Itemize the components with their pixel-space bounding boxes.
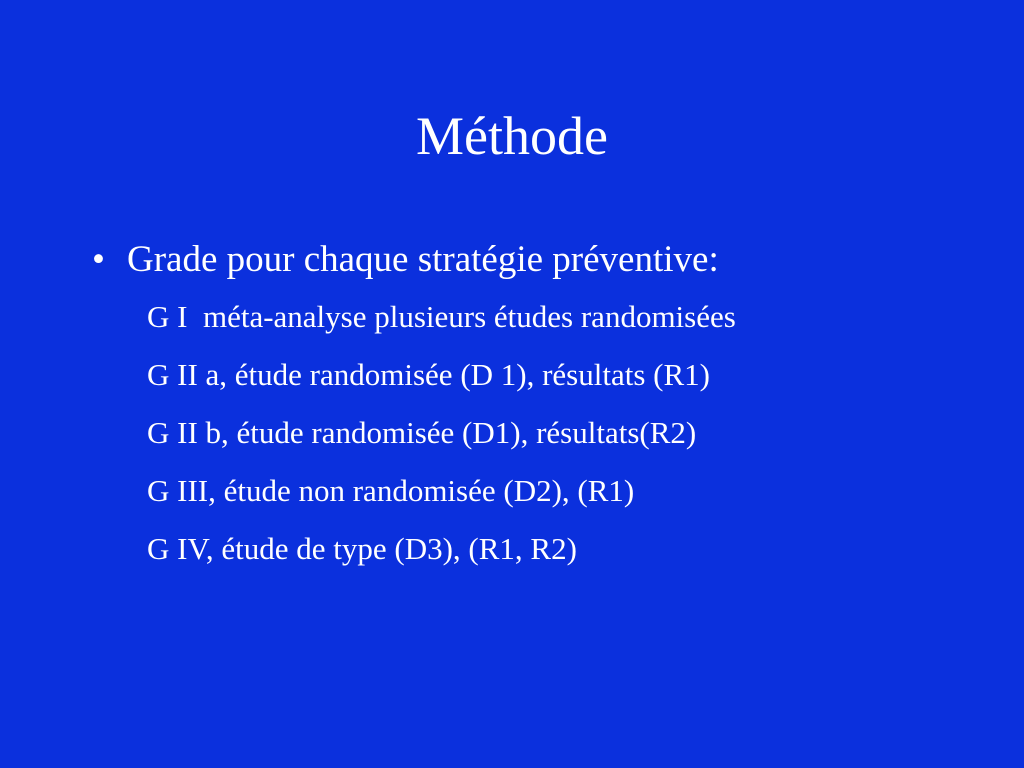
sub-item-grade-2a: G II a, étude randomisée (D 1), résultats (R1) <box>147 357 710 392</box>
slide-title: Méthode <box>416 106 608 166</box>
bullet-marker-icon: • <box>92 239 105 280</box>
sub-item-grade-3: G III, étude non randomisée (D2), (R1) <box>147 473 635 508</box>
sub-item-grade-1: G I méta-analyse plusieurs études randomisées <box>147 299 736 334</box>
sub-item-list <box>147 288 992 578</box>
bullet-text: Grade pour chaque stratégie préventive: <box>127 239 719 280</box>
sub-item-grade-2b: G II b, étude randomisée (D1), résultats(R2) <box>147 415 697 450</box>
sub-item-grade-4: G IV, étude de type (D3), (R1, R2) <box>147 531 577 566</box>
slide-content <box>92 232 992 578</box>
bullet-item <box>92 232 992 288</box>
